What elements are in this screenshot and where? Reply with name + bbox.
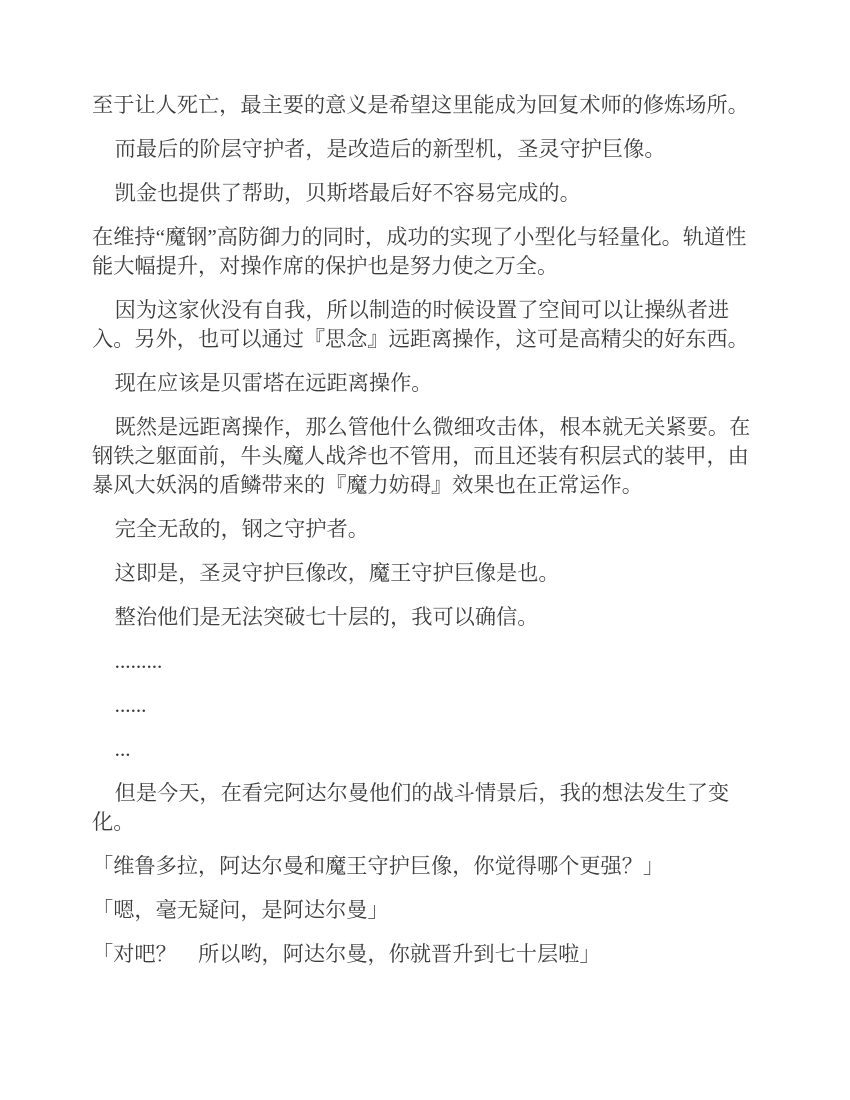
paragraph: ...... <box>114 693 147 717</box>
paragraph: 这即是，圣灵守护巨像改，魔王守护巨像是也。 <box>114 561 560 585</box>
paragraph: ......... <box>114 649 163 673</box>
paragraph: 「对吧？ 所以哟，阿达尔曼，你就晋升到七十层啦」 <box>92 942 601 966</box>
paragraph: 完全无敌的，钢之守护者。 <box>114 517 369 541</box>
paragraph: 在维持“魔钢”高防御力的同时，成功的实现了小型化与轻量化。轨道性能大幅提升，对操作席的保护也是努力使之万全。 <box>92 225 747 278</box>
paragraph: ... <box>114 737 131 761</box>
paragraph: 「维鲁多拉，阿达尔曼和魔王守护巨像，你觉得哪个更强？」 <box>92 854 665 878</box>
paragraph: 但是今天，在看完阿达尔曼他们的战斗情景后，我的想法发生了变化。 <box>92 781 730 834</box>
paragraph: 因为这家伙没有自我，所以制造的时候设置了空间可以让操纵者进入。另外，也可以通过『思念』远距离操作，这可是高精尖的好东西。 <box>92 298 749 351</box>
text-content <box>92 91 752 969</box>
paragraph: 「嗯，毫无疑问，是阿达尔曼」 <box>92 898 389 922</box>
paragraph: 整治他们是无法突破七十层的，我可以确信。 <box>114 605 539 629</box>
paragraph: 现在应该是贝雷塔在远距离操作。 <box>114 371 433 395</box>
paragraph: 而最后的阶层守护者，是改造后的新型机，圣灵守护巨像。 <box>114 137 666 161</box>
paragraph: 凯金也提供了帮助，贝斯塔最后好不容易完成的。 <box>114 181 581 205</box>
paragraph: 既然是远距离操作，那么管他什么微细攻击体，根本就无关紧要。在钢铁之躯面前，牛头魔人战斧也不管用，而且还装有积层式的装甲，由暴风大妖涡的盾鳞带来的『魔力妨碍』效果也在正常运作。 <box>92 415 751 497</box>
paragraph: 至于让人死亡，最主要的意义是希望这里能成为回复术师的修炼场所。 <box>92 93 749 117</box>
